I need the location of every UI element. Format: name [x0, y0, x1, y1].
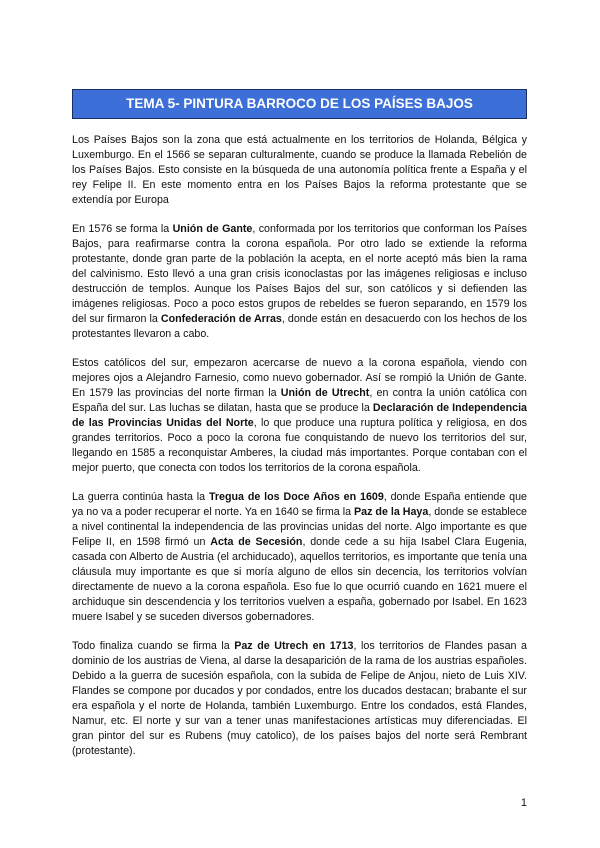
paragraph-2 [72, 222, 527, 342]
bold-term: Acta de Secesión [210, 536, 303, 548]
bold-term: Paz de la Haya [354, 506, 429, 518]
text-run: Los Países Bajos son la zona que está actualmente en los territorios de Holanda, Bélgica y Luxemburgo. En el 1566 se separan culturalmente, cuando se produce la llamada Rebelión de los Países Bajos. Esto consiste en la búsqueda de una autonomía política frente a España y el rey Felipe II. En este momento entra en los Países Bajos la reforma protestante que se extendía por Europa [72, 134, 527, 206]
paragraph-3 [72, 356, 527, 476]
text-run: , donde cede a su hija Isabel Clara Eugenia, casada con Alberto de Austria (el archiducado), aquellos territorios, es importante que tenía una cláusula muy importante es que si moría alguno de ellos sin decencia, los territorios volvían directamente de nuevo a la corona española. Eso fue lo que ocurrió cuando en 1621 muere el archiduque sin descendencia y los territorios vuelven a españa, gobernado por Isabel. En 1623 muere Isabel y se suceden diversos gobernadores. [72, 536, 527, 623]
text-run: , donde se establece a nivel continental la independencia de las provincias unidas del norte. Algo importante es que Felipe II, en 1598 firmó un [72, 506, 528, 548]
bold-term: Unión de Gante [172, 223, 253, 235]
text-run: , lo que produce una ruptura política y religiosa, en dos grandes territorios. Poco a poco la corona fue conquistando de nuevo los territorios del sur, llegando en 1585 a reconquistar Amberes, la ciudad más importantes. Porque contaban con el mejor puerto, que conecta con todos los territorios de la corona española. [72, 417, 527, 474]
text-run: , donde están en desacuerdo con los hechos de los protestantes llevaron a cabo. [72, 313, 527, 340]
text-run: La guerra continúa hasta la [72, 491, 209, 503]
page-title: TEMA 5- PINTURA BARROCO DE LOS PAÍSES BAJOS [72, 89, 527, 119]
paragraph-4 [72, 490, 527, 625]
paragraph-5 [72, 639, 527, 759]
text-run: , donde España entiende que ya no va a poder recuperar el norte. Ya en 1640 se firma la [72, 491, 527, 518]
text-run: , conformada por los territorios que conforman los Países Bajos, para reafirmarse contra la corona española. Por otro lado se extiende la reforma protestante, donde gran parte de la población la acepta, en el norte aceptó más bien la rama del calvinismo. Esto llevó a una gran crisis iconoclastas por las imágenes religiosas e incluso destrucción de templos. Aunque los Países Bajos del sur, son católicos y si defienden las imágenes religiosas. Poco a poco estos grupos de rebeldes se fueron separando, en 1579 los del sur firmaron la [72, 223, 527, 325]
bold-term: Tregua de los Doce Años en 1609 [208, 491, 384, 503]
text-run: , los territorios de Flandes pasan a dominio de los austrias de Viena, al darse la desaparición de la rama de los austrias españoles. Debido a la guerra de sucesión española, con la subida de Felipe de Anjou, nieto de Luis XIV. Flandes se compone por ducados y por condados, entre los ducados destacan; brabante el sur era española y el norte de Holanda, también Luxemburgo. Entre los condados, está Flandes, Namur, etc. El norte y sur van a tener unas manifestaciones artísticas muy diferenciadas. El gran pintor del sur es Rubens (muy catolico), de los países bajos del norte será Rembrant (protestante). [72, 640, 527, 757]
page-number: 1 [520, 797, 527, 809]
bold-term: Declaración de Independencia de las Provincias Unidas del Norte [72, 402, 527, 429]
bold-term: Paz de Utrech en 1713 [234, 640, 354, 652]
bold-term: Unión de Utrecht [280, 387, 370, 399]
text-run: En 1576 se forma la [72, 223, 173, 235]
paragraph-1 [72, 133, 527, 208]
text-run: Estos católicos del sur, empezaron acercarse de nuevo a la corona española, viendo con mejores ojos a Alejandro Farnesio, como nuevo gobernador. Así se rompió la Unión de Gante. En 1579 las provincias del norte firman la [72, 357, 527, 399]
text-run: , en contra la unión católica con España del sur. Las luchas se dilatan, hasta que se produce la [72, 387, 527, 414]
text-run: Todo finaliza cuando se firma la [72, 640, 235, 652]
bold-term: Confederación de Arras [160, 313, 282, 325]
document-body [72, 133, 527, 759]
